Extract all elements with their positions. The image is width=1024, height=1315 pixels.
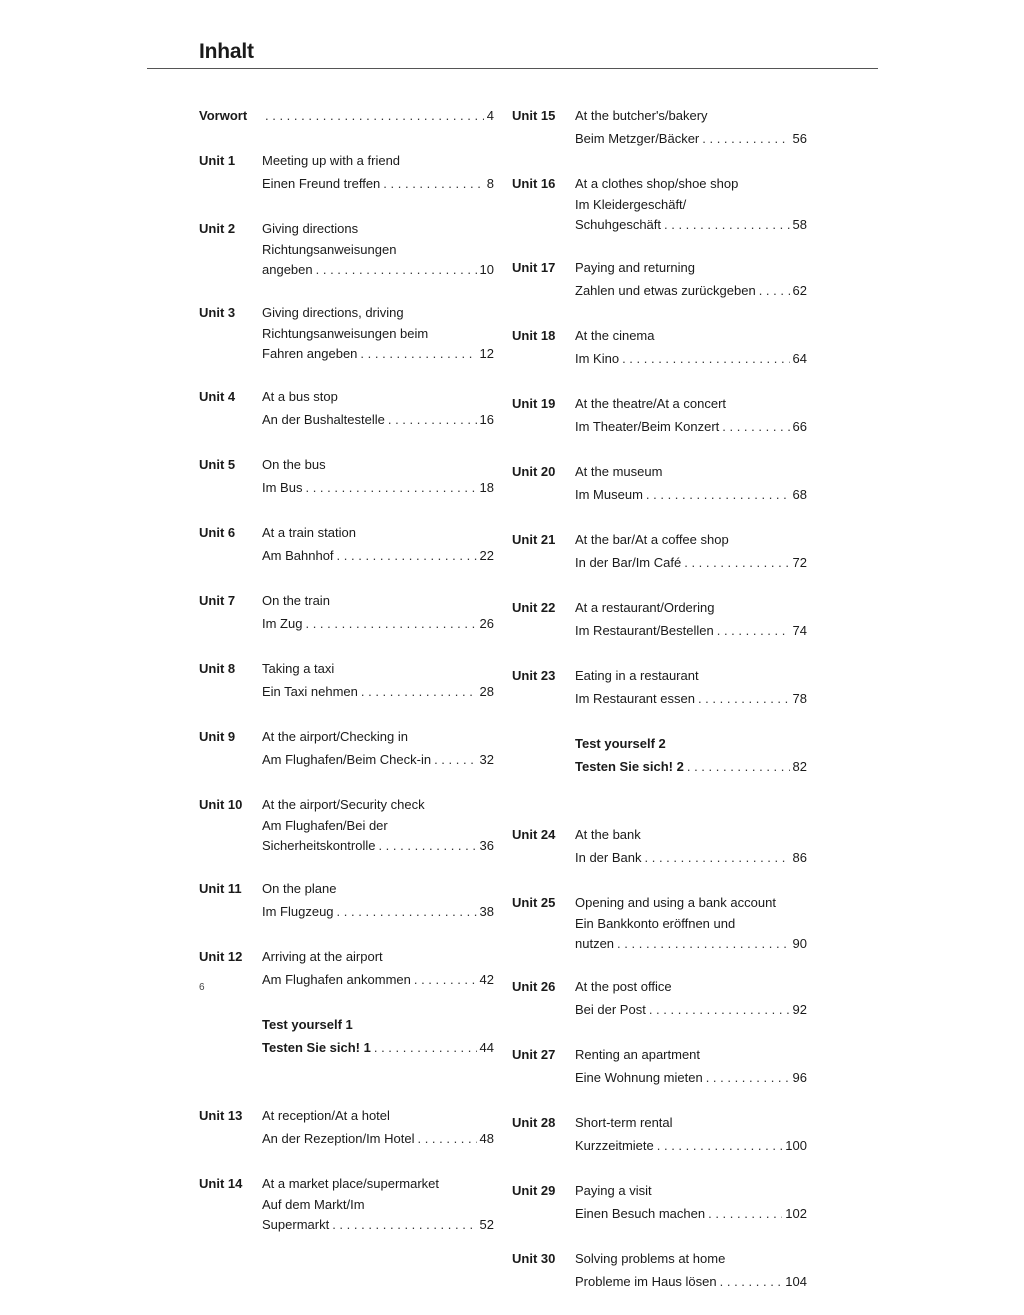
toc-entry[interactable] — [199, 945, 494, 991]
toc-page-number: 42 — [479, 972, 494, 987]
leader-dots — [434, 748, 476, 771]
toc-page-number: 26 — [479, 616, 494, 631]
toc-entry[interactable] — [199, 104, 494, 127]
unit-label: Unit 29 — [512, 1183, 556, 1198]
toc-page-number: 100 — [785, 1138, 807, 1153]
unit-label: Unit 23 — [512, 668, 556, 683]
leader-dots — [383, 172, 483, 195]
leader-dots — [360, 344, 476, 364]
leader-dots — [361, 680, 477, 703]
english-title: At a clothes shop/shoe shop — [575, 176, 739, 191]
german-title-line: Richtungsanweisungen beim — [262, 326, 429, 341]
toc-entry-body — [262, 793, 494, 855]
toc-page-number: 4 — [486, 108, 494, 123]
toc-entry-title: Schuhgeschäft — [575, 216, 662, 232]
toc-entry[interactable] — [199, 877, 494, 923]
toc-leader-line — [575, 1270, 807, 1293]
toc-entry[interactable] — [199, 793, 494, 855]
toc-entry-body — [262, 104, 494, 127]
toc-entry-body — [262, 1172, 494, 1234]
toc-entry-body — [575, 1111, 807, 1157]
toc-leader-line — [575, 934, 807, 954]
english-title: On the bus — [262, 457, 326, 472]
unit-label: Unit 10 — [199, 797, 243, 812]
leader-dots — [645, 846, 790, 869]
leader-dots — [717, 619, 790, 642]
toc-leader-line — [575, 347, 807, 370]
toc-entry-body — [262, 589, 494, 635]
toc-entry-body — [262, 385, 494, 431]
toc-leader-line — [575, 279, 807, 302]
toc-page-number: 72 — [792, 555, 807, 570]
toc-entry[interactable] — [199, 1172, 494, 1234]
leader-dots — [687, 755, 790, 778]
toc-leader-line — [575, 551, 807, 574]
toc-page-number: 10 — [479, 261, 494, 277]
english-title: Test yourself 2 — [575, 736, 666, 751]
toc-entry[interactable] — [512, 528, 807, 574]
toc-entry[interactable] — [512, 732, 807, 778]
toc-entry-title: An der Bushaltestelle — [262, 412, 385, 427]
toc-page-number: 102 — [785, 1206, 807, 1221]
english-title: Eating in a restaurant — [575, 668, 699, 683]
toc-leader-line — [575, 1202, 807, 1225]
leader-dots — [414, 968, 477, 991]
toc-entry-title: Probleme im Haus lösen — [575, 1274, 717, 1289]
unit-label: Unit 12 — [199, 949, 243, 964]
toc-leader-line — [575, 483, 807, 506]
toc-entry-title: Fahren angeben — [262, 345, 358, 361]
toc-entry[interactable] — [512, 460, 807, 506]
toc-entry[interactable] — [512, 1247, 807, 1293]
toc-leader-line — [262, 968, 494, 991]
english-title: At a market place/supermarket — [262, 1176, 440, 1191]
toc-entry[interactable] — [199, 385, 494, 431]
toc-leader-line — [575, 687, 807, 710]
toc-entry[interactable] — [199, 453, 494, 499]
toc-page-number: 86 — [792, 850, 807, 865]
toc-leader-line — [575, 127, 807, 150]
toc-entry-body — [262, 521, 494, 567]
leader-dots — [265, 104, 484, 127]
toc-entry-body — [262, 149, 494, 195]
unit-label: Unit 6 — [199, 525, 236, 540]
toc-page-number: 74 — [792, 623, 807, 638]
english-title: At the bar/At a coffee shop — [575, 532, 729, 547]
toc-page-number: 66 — [792, 419, 807, 434]
unit-label: Unit 11 — [199, 881, 242, 896]
toc-entry-body — [575, 596, 807, 642]
toc-entry-title: Eine Wohnung mieten — [575, 1070, 703, 1085]
english-title: Taking a taxi — [262, 661, 335, 676]
page-title: Inhalt — [199, 40, 254, 63]
toc-entry-body — [575, 823, 807, 869]
unit-label — [512, 732, 575, 778]
toc-entry-body — [575, 732, 807, 778]
leader-dots — [657, 1134, 783, 1157]
toc-leader-line — [262, 476, 494, 499]
toc-entry-body — [262, 301, 494, 363]
english-title: Paying and returning — [575, 260, 695, 275]
toc-entry-title: Im Zug — [262, 616, 303, 631]
english-title: Paying a visit — [575, 1183, 652, 1198]
leader-dots — [417, 1127, 476, 1150]
leader-dots — [305, 476, 476, 499]
english-title: At the airport/Checking in — [262, 729, 408, 744]
toc-page-number: 12 — [479, 345, 494, 361]
english-title: Test yourself 1 — [262, 1017, 353, 1032]
toc-entry-body — [575, 1247, 807, 1293]
leader-dots — [617, 934, 789, 954]
toc-leader-line — [262, 748, 494, 771]
german-title-line: Auf dem Markt/Im — [262, 1197, 365, 1212]
german-title-line: Ein Bankkonto eröffnen und — [575, 916, 736, 931]
toc-leader-line — [262, 836, 494, 856]
leader-dots — [378, 836, 476, 856]
toc-entry[interactable] — [512, 664, 807, 710]
toc-entry-body — [575, 104, 807, 150]
toc-leader-line — [262, 104, 494, 127]
toc-entry-title: Ein Taxi nehmen — [262, 684, 358, 699]
toc-entry-body — [262, 453, 494, 499]
unit-label: Unit 16 — [512, 176, 556, 191]
toc-entry-title: Testen Sie sich! 1 — [262, 1040, 371, 1055]
english-title: At a train station — [262, 525, 356, 540]
unit-label: Unit 25 — [512, 895, 556, 910]
leader-dots — [388, 408, 477, 431]
unit-label: Unit 18 — [512, 328, 556, 343]
unit-label: Unit 28 — [512, 1115, 556, 1130]
toc-entry-title: Bei der Post — [575, 1002, 646, 1017]
leader-dots — [316, 260, 477, 280]
english-title: Renting an apartment — [575, 1047, 701, 1062]
unit-label: Unit 7 — [199, 593, 236, 608]
toc-page-number: 58 — [792, 216, 807, 232]
toc-entry-title: Im Restaurant essen — [575, 691, 695, 706]
toc-leader-line — [575, 1134, 807, 1157]
toc-entry[interactable] — [199, 217, 494, 279]
toc-entry[interactable] — [199, 725, 494, 771]
toc-entry[interactable] — [512, 975, 807, 1021]
toc-entry[interactable] — [199, 589, 494, 635]
english-title: Arriving at the airport — [262, 949, 383, 964]
toc-entry[interactable] — [512, 891, 807, 953]
toc-entry[interactable] — [512, 392, 807, 438]
toc-leader-line — [262, 344, 494, 364]
unit-label: Unit 13 — [199, 1108, 243, 1123]
toc-entry[interactable] — [199, 149, 494, 195]
toc-column-right — [512, 104, 807, 1315]
leader-dots — [706, 1066, 790, 1089]
leader-dots — [332, 1215, 476, 1235]
toc-entry-body — [575, 1043, 807, 1089]
unit-label: Unit 15 — [512, 108, 556, 123]
toc-page-number: 38 — [479, 904, 494, 919]
toc-entry-title: Einen Besuch machen — [575, 1206, 706, 1221]
toc-entry[interactable] — [512, 104, 807, 150]
english-title: At the airport/Security check — [262, 797, 425, 812]
toc-entry-body — [575, 256, 807, 302]
unit-label: Unit 27 — [512, 1047, 556, 1062]
leader-dots — [374, 1036, 477, 1059]
toc-entry[interactable] — [199, 1104, 494, 1150]
toc-page-number: 96 — [792, 1070, 807, 1085]
toc-leader-line — [262, 544, 494, 567]
toc-page-number: 18 — [479, 480, 494, 495]
toc-entry-title: An der Rezeption/Im Hotel — [262, 1131, 415, 1146]
toc-entry-body — [262, 1013, 494, 1059]
toc-page-number: 62 — [792, 283, 807, 298]
toc-entry-body — [575, 664, 807, 710]
english-title: At the cinema — [575, 328, 655, 343]
toc-entry[interactable] — [199, 521, 494, 567]
toc-leader-line — [262, 1215, 494, 1235]
english-title: At a bus stop — [262, 389, 338, 404]
leader-dots — [684, 551, 789, 574]
toc-leader-line — [262, 408, 494, 431]
toc-entry[interactable] — [512, 1111, 807, 1157]
toc-entry[interactable] — [199, 301, 494, 363]
leader-dots — [649, 998, 790, 1021]
toc-entry-body — [262, 217, 494, 279]
toc-entry-body — [262, 1104, 494, 1150]
english-title: Opening and using a bank account — [575, 895, 776, 910]
english-title: At the butcher's/bakery — [575, 108, 708, 123]
toc-page-number: 52 — [479, 1216, 494, 1232]
toc-page-number: 104 — [785, 1274, 807, 1289]
english-title: At a restaurant/Ordering — [575, 600, 715, 615]
toc-page-number: 32 — [479, 752, 494, 767]
toc-entry-body — [575, 1179, 807, 1225]
leader-dots — [708, 1202, 782, 1225]
toc-page-number: 22 — [479, 548, 494, 563]
leader-dots — [305, 612, 476, 635]
toc-page-number: 64 — [792, 351, 807, 366]
leader-dots — [646, 483, 790, 506]
toc-entry-title: Im Bus — [262, 480, 303, 495]
unit-label: Unit 20 — [512, 464, 556, 479]
toc-entry-title: Im Restaurant/Bestellen — [575, 623, 714, 638]
toc-entry-body — [262, 657, 494, 703]
toc-leader-line — [575, 846, 807, 869]
page-number: 6 — [199, 982, 205, 993]
title-divider — [147, 68, 878, 69]
toc-entry-title: Beim Metzger/Bäcker — [575, 131, 700, 146]
toc-entry[interactable] — [512, 324, 807, 370]
german-title-line: Im Kleidergeschäft/ — [575, 197, 687, 212]
leader-dots — [702, 127, 789, 150]
toc-page-number: 78 — [792, 691, 807, 706]
toc-entry-body — [575, 324, 807, 370]
leader-dots — [664, 215, 790, 235]
unit-label: Unit 26 — [512, 979, 556, 994]
toc-entry[interactable] — [512, 1043, 807, 1089]
leader-dots — [622, 347, 789, 370]
unit-label: Unit 22 — [512, 600, 556, 615]
unit-label: Unit 14 — [199, 1176, 243, 1191]
toc-entry-title: Am Flughafen ankommen — [262, 972, 411, 987]
toc-leader-line — [262, 1036, 494, 1059]
toc-entry-body — [575, 460, 807, 506]
toc-entry[interactable] — [199, 657, 494, 703]
toc-entry-title: Kurzzeitmiete — [575, 1138, 654, 1153]
toc-entry-title: Am Bahnhof — [262, 548, 334, 563]
toc-page-number: 92 — [792, 1002, 807, 1017]
toc-leader-line — [262, 1127, 494, 1150]
english-title: At the post office — [575, 979, 672, 994]
toc-page-number: 44 — [479, 1040, 494, 1055]
toc-entry[interactable] — [512, 172, 807, 234]
german-title-line: Am Flughafen/Bei der — [262, 818, 388, 833]
toc-leader-line — [262, 612, 494, 635]
toc-entry-title: angeben — [262, 261, 313, 277]
toc-entry-title: In der Bar/Im Café — [575, 555, 682, 570]
leader-dots — [759, 279, 790, 302]
english-title: On the plane — [262, 881, 337, 896]
leader-dots — [720, 1270, 783, 1293]
toc-entry-title: Im Kino — [575, 351, 620, 366]
toc-entry-body — [575, 891, 807, 953]
leader-dots — [337, 900, 477, 923]
toc-leader-line — [262, 260, 494, 280]
leader-dots — [698, 687, 790, 710]
toc-page-number: 56 — [792, 131, 807, 146]
toc-page-number: 28 — [479, 684, 494, 699]
toc-entry[interactable] — [199, 1013, 494, 1059]
unit-label: Unit 3 — [199, 305, 236, 320]
english-title: Giving directions — [262, 221, 359, 236]
toc-entry[interactable] — [512, 1179, 807, 1225]
toc-entry-title: Sicherheitskontrolle — [262, 837, 376, 853]
toc-entry-body — [575, 528, 807, 574]
english-title: Giving directions, driving — [262, 305, 404, 320]
english-title: Meeting up with a friend — [262, 153, 401, 168]
unit-label: Unit 5 — [199, 457, 236, 472]
toc-entry-title: Zahlen und etwas zurückgeben — [575, 283, 756, 298]
unit-label: Unit 17 — [512, 260, 556, 275]
toc-entry-body — [262, 725, 494, 771]
unit-label: Unit 1 — [199, 153, 236, 168]
unit-label: Unit 30 — [512, 1251, 556, 1266]
toc-page-number: 68 — [792, 487, 807, 502]
toc-leader-line — [262, 900, 494, 923]
toc-entry-body — [575, 392, 807, 438]
toc-entry-body — [575, 975, 807, 1021]
unit-label: Unit 24 — [512, 827, 556, 842]
toc-leader-line — [262, 172, 494, 195]
leader-dots — [722, 415, 789, 438]
toc-entry-body — [575, 172, 807, 234]
unit-label — [199, 1013, 262, 1059]
toc-entry-title: Im Flugzeug — [262, 904, 334, 919]
toc-leader-line — [575, 755, 807, 778]
toc-entry-body — [262, 945, 494, 991]
toc-leader-line — [575, 415, 807, 438]
toc-page-number: 8 — [486, 176, 494, 191]
toc-entry-title: Am Flughafen/Beim Check-in — [262, 752, 432, 767]
toc-entry[interactable] — [512, 256, 807, 302]
toc-column-left — [199, 104, 494, 1256]
toc-entry[interactable] — [512, 596, 807, 642]
toc-page-number: 48 — [479, 1131, 494, 1146]
toc-page-number: 82 — [792, 759, 807, 774]
unit-label: Unit 2 — [199, 221, 236, 236]
toc-entry-title: Supermarkt — [262, 1216, 330, 1232]
toc-entry-title: Im Theater/Beim Konzert — [575, 419, 720, 434]
toc-leader-line — [575, 215, 807, 235]
toc-entry[interactable] — [512, 823, 807, 869]
toc-leader-line — [262, 680, 494, 703]
unit-label: Unit 19 — [512, 396, 556, 411]
toc-leader-line — [575, 1066, 807, 1089]
english-title: At the bank — [575, 827, 641, 842]
english-title: Solving problems at home — [575, 1251, 726, 1266]
toc-entry-title: In der Bank — [575, 850, 642, 865]
unit-label: Unit 21 — [512, 532, 556, 547]
toc-page-number: 36 — [479, 837, 494, 853]
english-title: On the train — [262, 593, 330, 608]
toc-page-number: 90 — [792, 935, 807, 951]
unit-label: Unit 9 — [199, 729, 236, 744]
unit-label: Unit 8 — [199, 661, 236, 676]
toc-entry-title: Testen Sie sich! 2 — [575, 759, 684, 774]
english-title: Short-term rental — [575, 1115, 673, 1130]
leader-dots — [337, 544, 477, 567]
unit-label: Unit 4 — [199, 389, 236, 404]
toc-leader-line — [575, 619, 807, 642]
toc-entry-title: Im Museum — [575, 487, 643, 502]
unit-label: Vorwort — [199, 108, 248, 123]
toc-entry-title: nutzen — [575, 935, 615, 951]
toc-entry-title: Einen Freund treffen — [262, 176, 381, 191]
english-title: At the theatre/At a concert — [575, 396, 727, 411]
german-title-line: Richtungsanweisungen — [262, 242, 397, 257]
toc-entry-body — [262, 877, 494, 923]
toc-leader-line — [575, 998, 807, 1021]
english-title: At reception/At a hotel — [262, 1108, 390, 1123]
english-title: At the museum — [575, 464, 663, 479]
toc-page-number: 16 — [479, 412, 494, 427]
